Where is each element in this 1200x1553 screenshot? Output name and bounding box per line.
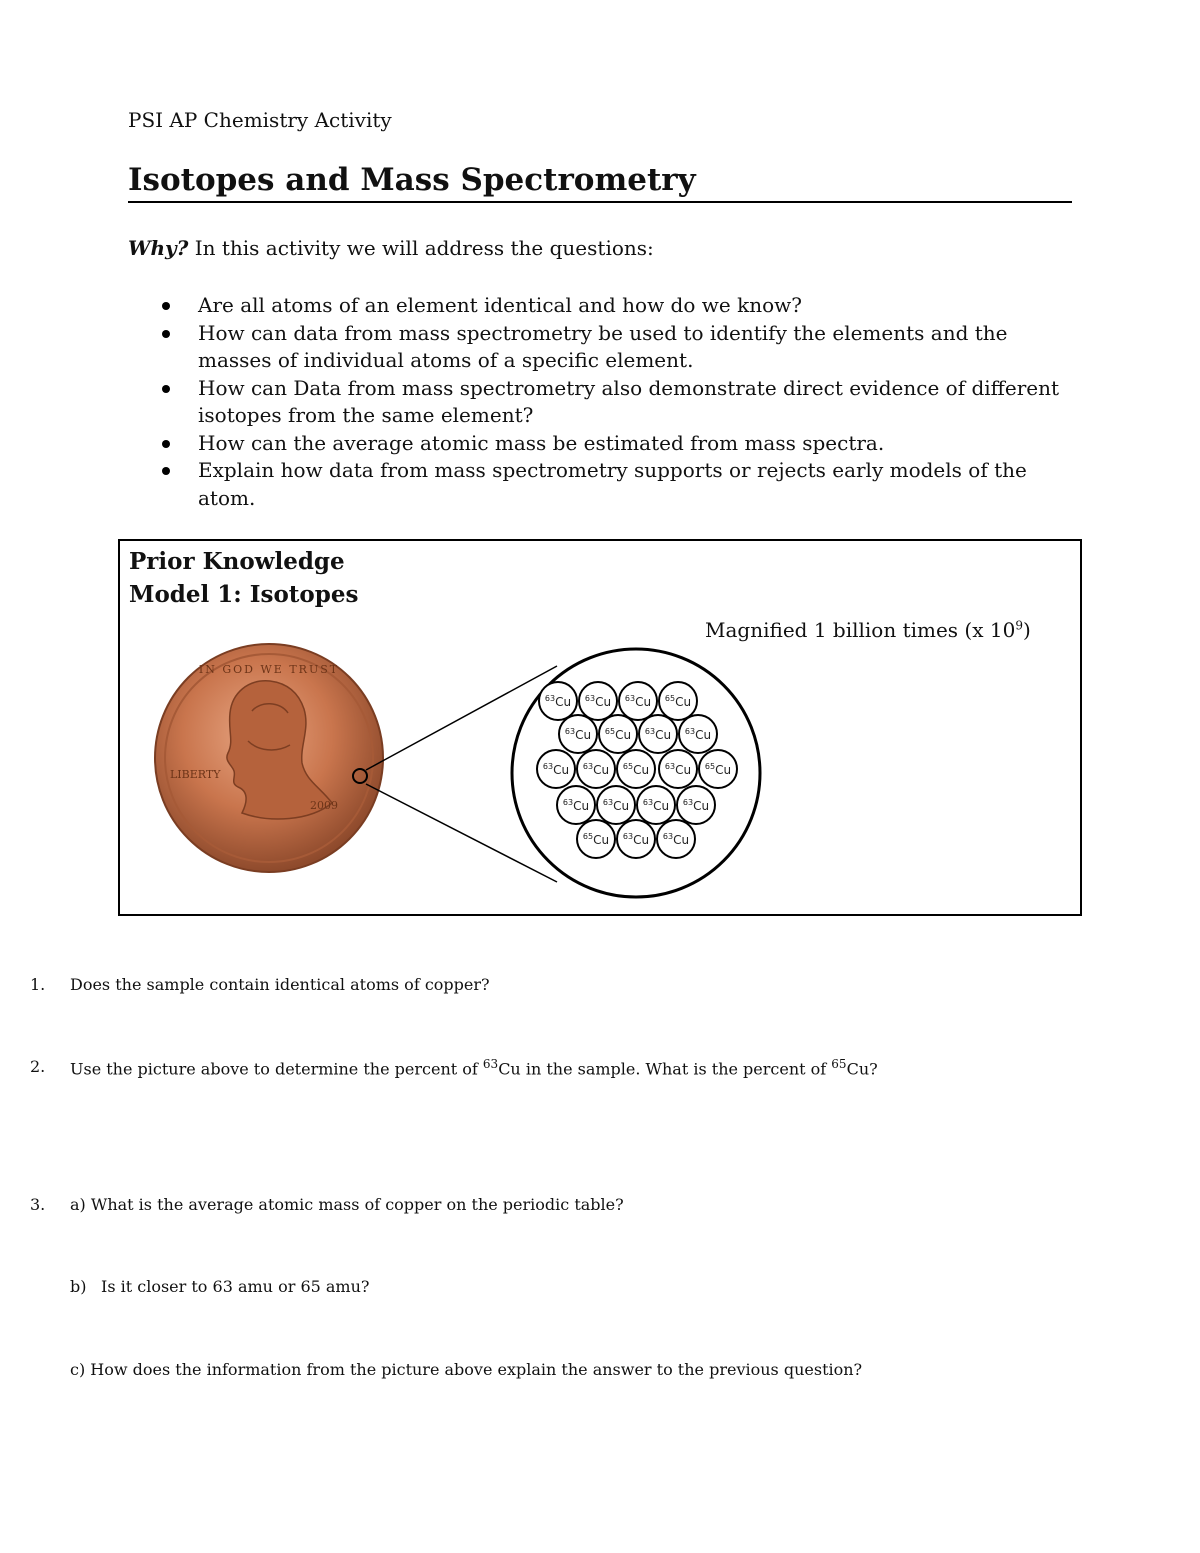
objective-item: How can data from mass spectrometry be used to identify the elements and the masses of individual atoms of a specific element. [198, 320, 1078, 375]
course-header: PSI AP Chemistry Activity [128, 108, 392, 132]
coin-year: 2009 [310, 799, 338, 812]
model-box [118, 539, 1082, 916]
copper-atom-label: $^{63}$Cu [642, 798, 670, 813]
copper-atom-label: $^{63}$Cu [584, 694, 612, 709]
copper-atom-label: $^{63}$Cu [542, 762, 570, 777]
copper-atom-label: $^{63}$Cu [682, 798, 710, 813]
model-1-heading: Model 1: Isotopes [129, 581, 359, 608]
copper-atom-label: $^{65}$Cu [704, 762, 732, 777]
page-title: Isotopes and Mass Spectrometry [128, 162, 1072, 203]
magnification-close: ) [1022, 618, 1031, 642]
copper-atom-label: $^{63}$Cu [544, 694, 572, 709]
question-text: c) How does the information from the picture above explain the answer to the previous question? [70, 1360, 863, 1379]
coin-liberty: LIBERTY [170, 768, 221, 781]
question-text: Is it closer to 63 amu or 65 amu? [101, 1277, 370, 1296]
copper-atom-label: $^{65}$Cu [664, 694, 692, 709]
prior-knowledge-heading: Prior Knowledge [129, 548, 345, 575]
objective-item: How can the average atomic mass be estimated from mass spectra. [198, 430, 1078, 458]
question-text: Does the sample contain identical atoms of copper? [70, 975, 490, 994]
objective-item: Are all atoms of an element identical and how do we know? [198, 292, 1078, 320]
magnification-text: Magnified 1 billion times (x 10 [705, 618, 1016, 642]
copper-atom-label: $^{63}$Cu [684, 727, 712, 742]
question-text: Use the picture above to determine the percent of $^{63}$Cu in the sample. What is the percent of $^{65}$Cu? [70, 1057, 878, 1079]
question-number: 1. [30, 975, 46, 994]
copper-atom-label: $^{63}$Cu [624, 694, 652, 709]
copper-atom-label: $^{65}$Cu [582, 832, 610, 847]
copper-atom-label: $^{63}$Cu [564, 727, 592, 742]
copper-atom-label: $^{65}$Cu [604, 727, 632, 742]
magnification-exponent: 9 [1015, 618, 1023, 633]
copper-atom-label: $^{65}$Cu [622, 762, 650, 777]
objectives-list [128, 292, 1078, 512]
why-section [128, 236, 654, 260]
question-number: 3. [30, 1195, 46, 1214]
copper-atom-label: $^{63}$Cu [562, 798, 590, 813]
why-label: Why? [128, 236, 189, 260]
isotope-figure [120, 541, 1080, 914]
objective-item: How can Data from mass spectrometry also demonstrate direct evidence of different isotopes from the same element? [198, 375, 1078, 430]
question-number: 2. [30, 1057, 46, 1076]
copper-atom-label: $^{63}$Cu [644, 727, 672, 742]
copper-atom-label: $^{63}$Cu [582, 762, 610, 777]
copper-atom-label: $^{63}$Cu [622, 832, 650, 847]
penny-coin [155, 644, 383, 872]
why-intro: In this activity we will address the questions: [194, 236, 654, 260]
question-text: a) What is the average atomic mass of copper on the periodic table? [70, 1195, 624, 1214]
question-number: b) [70, 1277, 87, 1296]
coin-top-inscription: IN GOD WE TRUST [198, 663, 340, 676]
copper-atom-label: $^{63}$Cu [662, 832, 690, 847]
copper-atom-label: $^{63}$Cu [602, 798, 630, 813]
objective-item: Explain how data from mass spectrometry supports or rejects early models of the atom. [198, 457, 1078, 512]
copper-atom-label: $^{63}$Cu [664, 762, 692, 777]
